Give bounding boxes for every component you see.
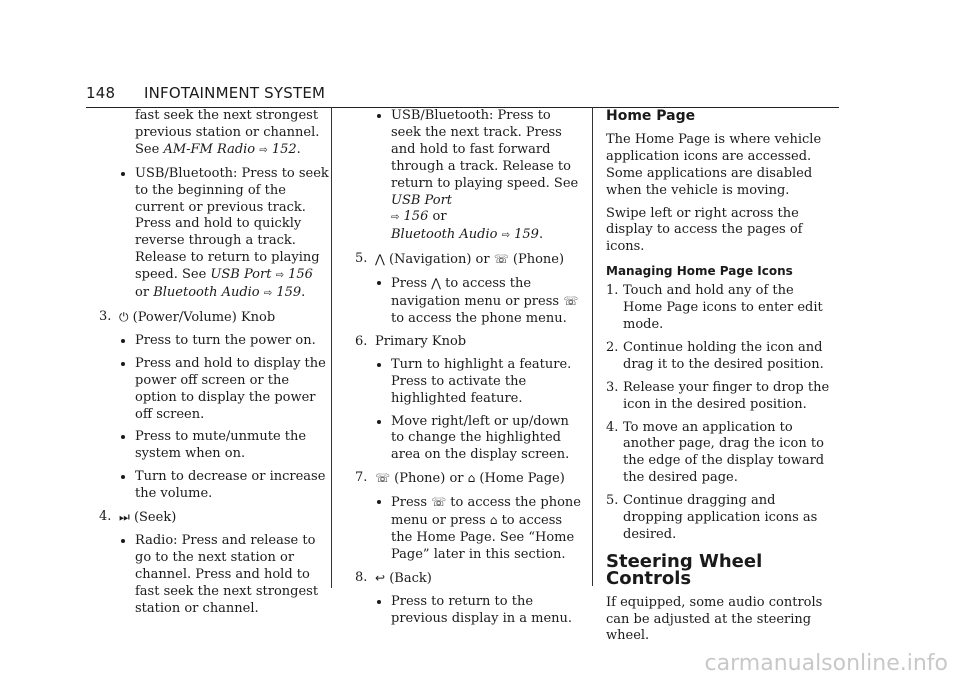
item-3: 3. ⏻ (Power/Volume) Knob: [99, 308, 276, 325]
phone-icon: ☏: [563, 294, 579, 309]
bullet-dot: [121, 539, 125, 543]
home-icon: ⌂: [489, 513, 498, 528]
navigation-icon: ⋀: [375, 252, 385, 267]
ref-link-am-fm[interactable]: AM-FM Radio: [163, 141, 256, 157]
bullet-dot: [121, 172, 125, 176]
bullet-usb-seek-forward: USB/Bluetooth: Press to seek the next track. Press and hold to fast forward through a track. Release to return to playing speed. See USB Port ⇨ 156 or Bluetooth Audio ⇨ 159.: [355, 108, 584, 245]
bullet-nav-phone-menu: Press ⋀ to access the navigation menu or press ☏ to access the phone menu.: [355, 275, 584, 328]
bullet-dot: [377, 500, 381, 504]
bullet-phone-home-menu: Press ☏ to access the phone menu or press ⌂ to access the Home Page. See “Home Page” later in this section.: [355, 494, 584, 564]
bullet-radio-seek: Radio: Press and release to go to the next station or channel. Press and hold to fast seek the next strongest station or channel.: [99, 533, 330, 618]
item-6: 6. Primary Knob: [355, 333, 467, 349]
steering-wheel-controls-heading: Steering Wheel Controls: [606, 550, 763, 589]
ref-page-152[interactable]: 152: [271, 141, 297, 157]
bullet-power-on: Press to turn the power on.: [99, 333, 330, 350]
page-ref-arrow-icon: ⇨: [391, 212, 400, 224]
page-ref-arrow-icon: ⇨: [501, 230, 510, 242]
column-2: [355, 108, 584, 627]
bullet-dot: [377, 600, 381, 604]
bullet-back: Press to return to the previous display in a menu.: [355, 594, 584, 628]
item-7: 7. ☏ (Phone) or ⌂ (Home Page): [355, 470, 565, 487]
bullet-turn-highlight: Turn to highlight a feature. Press to activate the highlighted feature.: [355, 357, 584, 408]
ref-link-bluetooth-audio[interactable]: Bluetooth Audio: [391, 227, 498, 243]
home-page-paragraph-1: The Home Page is where vehicle application icons are accessed. Some applications are disabled when the vehicle is moving.: [606, 131, 822, 198]
navigation-icon: ⋀: [431, 276, 441, 291]
managing-icons-heading: Managing Home Page Icons: [606, 264, 793, 279]
seek-forward-icon: ⏭: [119, 510, 130, 525]
column-divider-2: [592, 107, 593, 586]
bullet-volume: Turn to decrease or increase the volume.: [99, 469, 330, 503]
bullet-dot: [377, 281, 381, 285]
item-4: 4. ⏭ (Seek): [99, 509, 177, 526]
bullet-move-highlight: Move right/left or up/down to change the highlighted area on the display screen.: [355, 414, 584, 465]
bullet-power-off-screen: Press and hold to display the power off screen or the option to display the power off screen.: [99, 356, 330, 424]
home-page-paragraph-2: Swipe left or right across the display to access the pages of icons.: [606, 205, 803, 255]
page-ref-arrow-icon: ⇨: [275, 270, 284, 282]
step-1: 1. Touch and hold any of the Home Page icons to enter edit mode.: [606, 283, 823, 332]
phone-icon: ☏: [375, 471, 391, 486]
bullet-dot: [377, 114, 381, 118]
page-ref-arrow-icon: ⇨: [259, 144, 268, 156]
bullet-mute: Press to mute/unmute the system when on.: [99, 429, 330, 463]
ref-link-usb-port[interactable]: USB Port: [391, 192, 453, 208]
steering-wheel-paragraph: If equipped, some audio controls can be adjusted at the steering wheel.: [606, 594, 823, 644]
phone-icon: ☏: [493, 252, 509, 267]
page-number: 148: [86, 84, 116, 102]
home-icon: ⌂: [467, 471, 476, 486]
continued-paragraph: fast seek the next strongest previous station or channel. See AM-FM Radio ⇨ 152.: [135, 108, 320, 157]
power-volume-icon: ⏻: [119, 309, 129, 324]
bullet-usb-seek-back: USB/Bluetooth: Press to seek to the beginning of the current or previous track. Press and hold to quickly reverse through a track. Release to return to playing speed. See USB Port ⇨ 156 or Bluetooth Audio ⇨ 159.: [99, 166, 330, 303]
section-title: INFOTAINMENT SYSTEM: [144, 84, 326, 102]
column-1: [99, 108, 330, 617]
bullet-dot: [121, 339, 125, 343]
step-4: 4. To move an application to another page, drag the icon to the edge of the display toward the desired page.: [606, 419, 825, 486]
bullet-dot: [121, 435, 125, 439]
step-2: 2. Continue holding the icon and drag it to the desired position.: [606, 339, 824, 372]
bullet-dot: [377, 363, 381, 367]
item-8: 8. ↩ (Back): [355, 569, 432, 586]
column-3: [606, 108, 836, 645]
step-3: 3. Release your finger to drop the icon in the desired position.: [606, 379, 830, 412]
bullet-dot: [121, 362, 125, 366]
page-ref-arrow-icon: ⇨: [263, 288, 273, 300]
watermark: carmanualsonline.info: [704, 651, 948, 676]
step-5: 5. Continue dragging and dropping application icons as desired.: [606, 493, 818, 542]
back-icon: ↩: [375, 570, 386, 585]
ref-link-usb-port[interactable]: USB Port: [210, 267, 272, 283]
bullet-dot: [377, 420, 381, 424]
ref-link-bluetooth-audio[interactable]: Bluetooth Audio: [153, 285, 260, 301]
home-page-heading: Home Page: [606, 108, 696, 124]
phone-icon: ☏: [431, 495, 447, 510]
column-divider-1: [331, 107, 332, 588]
bullet-dot: [121, 475, 125, 479]
item-5: 5. ⋀ (Navigation) or ☏ (Phone): [355, 251, 565, 268]
page-header: [86, 83, 839, 108]
